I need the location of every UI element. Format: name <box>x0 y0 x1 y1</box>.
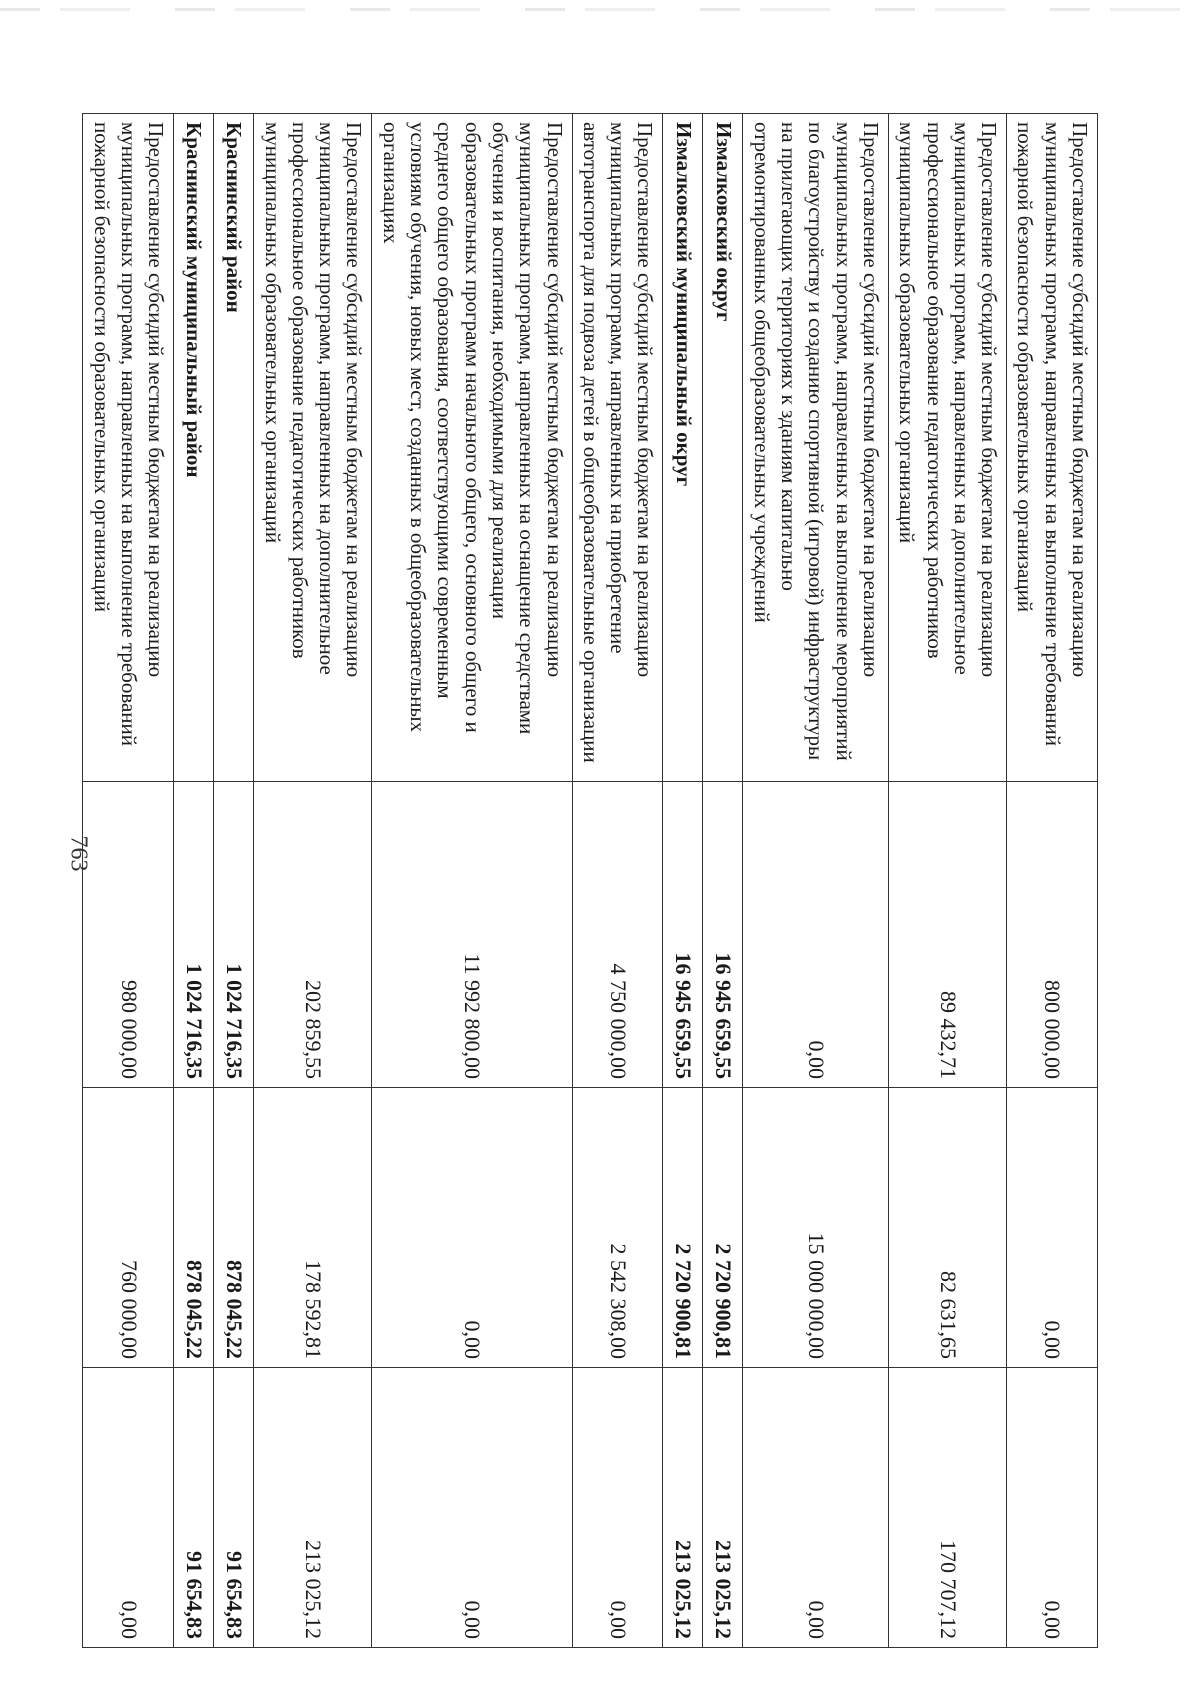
table-row <box>743 114 888 1648</box>
row-description: Предоставление субсидий местным бюджетам на реализацию муниципальных программ, направленных на дополнительное профессиональное образование педагогических работников муниципальных образовательных организаций <box>254 114 372 782</box>
value-col2: 0,00 <box>372 1088 572 1368</box>
value-col2: 82 631,65 <box>888 1088 1006 1368</box>
value-col1: 202 859,55 <box>254 782 372 1088</box>
value-col3: 91 654,83 <box>174 1368 214 1648</box>
value-col3: 0,00 <box>83 1368 174 1648</box>
table-row-total <box>663 114 703 1648</box>
rotated-table-container <box>89 113 1098 1647</box>
value-col2: 878 045,22 <box>214 1088 254 1368</box>
row-description: Краснинский район <box>214 114 254 782</box>
table-row <box>372 114 572 1648</box>
value-col3: 213 025,12 <box>663 1368 703 1648</box>
row-description: Предоставление субсидий местным бюджетам на реализацию муниципальных программ, направленных на выполнение мероприятий по благоустройству и созданию спортивной (игровой) инфраструктуры на прилегающих территориях к зданиям капитально отремонтированных общеобразовательных учреждений <box>743 114 888 782</box>
value-col3: 213 025,12 <box>254 1368 372 1648</box>
value-col3: 0,00 <box>743 1368 888 1648</box>
value-col3: 0,00 <box>572 1368 663 1648</box>
value-col1: 1 024 716,35 <box>214 782 254 1088</box>
value-col2: 178 592,81 <box>254 1088 372 1368</box>
value-col1: 11 992 800,00 <box>372 782 572 1088</box>
value-col2: 878 045,22 <box>174 1088 214 1368</box>
value-col3: 91 654,83 <box>214 1368 254 1648</box>
value-col1: 800 000,00 <box>1007 782 1098 1088</box>
value-col3: 0,00 <box>372 1368 572 1648</box>
row-description: Краснинский муниципальный район <box>174 114 214 782</box>
table-row-total <box>703 114 743 1648</box>
value-col3: 213 025,12 <box>703 1368 743 1648</box>
value-col1: 89 432,71 <box>888 782 1006 1088</box>
value-col2: 15 000 000,00 <box>743 1088 888 1368</box>
row-description: Предоставление субсидий местным бюджетам на реализацию муниципальных программ, направленных на дополнительное профессиональное образование педагогических работников муниципальных образовательных организаций <box>888 114 1006 782</box>
scan-edge-noise <box>0 8 1200 11</box>
table-row <box>83 114 174 1648</box>
row-description: Предоставление субсидий местным бюджетам на реализацию муниципальных программ, направленных на приобретение автотранспорта для подвоза детей в общеобразовательные организации <box>572 114 663 782</box>
row-description: Измалковский округ <box>703 114 743 782</box>
value-col1: 16 945 659,55 <box>663 782 703 1088</box>
table-row-total <box>174 114 214 1648</box>
row-description: Предоставление субсидий местным бюджетам на реализацию муниципальных программ, направленных на оснащение средствами обучения и воспитания, необходимыми для реализации образовательных программ начального общего, основного общего и среднего общего образования, соответствующими современным условиям обучения, новых мест, созданных в общеобразовательных организациях <box>372 114 572 782</box>
row-description: Предоставление субсидий местным бюджетам на реализацию муниципальных программ, направленных на выполнение требований пожарной безопасности образовательных организаций <box>1007 114 1098 782</box>
page-number: 763 <box>65 835 92 872</box>
table-row <box>1007 114 1098 1648</box>
value-col3: 0,00 <box>1007 1368 1098 1648</box>
value-col1: 16 945 659,55 <box>703 782 743 1088</box>
row-description: Предоставление субсидий местным бюджетам на реализацию муниципальных программ, направленных на выполнение требований пожарной безопасности образовательных организаций <box>83 114 174 782</box>
table-row <box>572 114 663 1648</box>
value-col1: 0,00 <box>743 782 888 1088</box>
value-col1: 4 750 000,00 <box>572 782 663 1088</box>
value-col2: 2 720 900,81 <box>703 1088 743 1368</box>
value-col2: 0,00 <box>1007 1088 1098 1368</box>
value-col3: 170 707,12 <box>888 1368 1006 1648</box>
value-col2: 760 000,00 <box>83 1088 174 1368</box>
value-col1: 980 000,00 <box>83 782 174 1088</box>
row-description: Измалковский муниципальный округ <box>663 114 703 782</box>
subsidy-table <box>82 113 1098 1648</box>
value-col2: 2 720 900,81 <box>663 1088 703 1368</box>
value-col2: 2 542 308,00 <box>572 1088 663 1368</box>
table-row-total <box>214 114 254 1648</box>
value-col1: 1 024 716,35 <box>174 782 214 1088</box>
table-row <box>888 114 1006 1648</box>
table-row <box>254 114 372 1648</box>
